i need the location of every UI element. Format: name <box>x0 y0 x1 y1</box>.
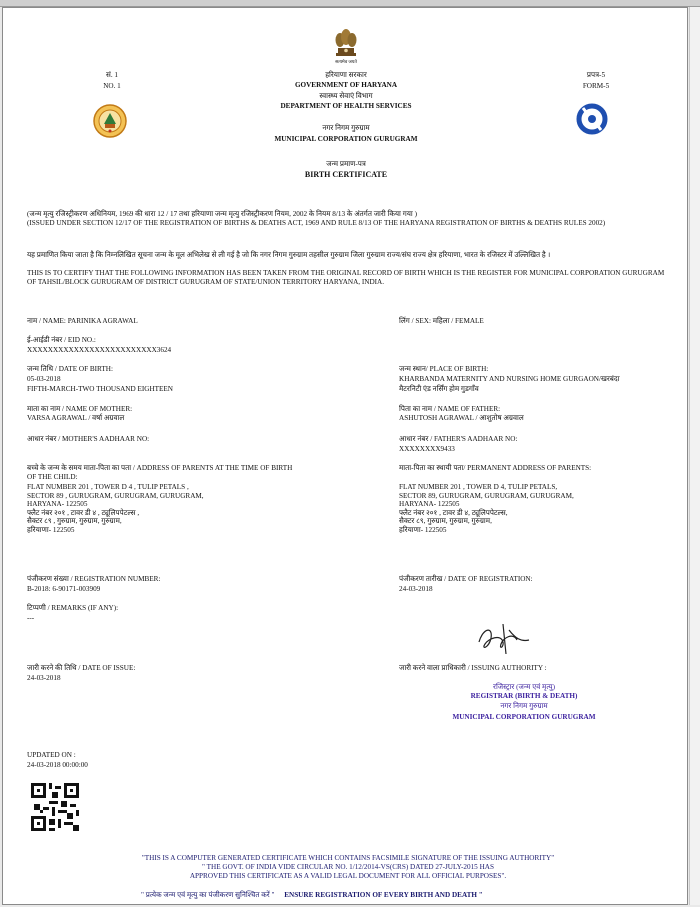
mother-aadhaar-label: आधार नंबर / MOTHER'S AADHAAR NO: <box>27 435 150 443</box>
pob-value: KHARBANDA MATERNITY AND NURSING HOME GURGAON/खरबंदा <box>399 375 620 383</box>
address-birth-label: बच्चे के जन्म के समय माता-पिता का पता / ADDRESS OF PARENTS AT THE TIME OF BIRTH <box>27 464 293 472</box>
name-value: PARINIKA AGRAWAL <box>67 317 138 325</box>
issue-date-value: 24-03-2018 <box>27 674 61 682</box>
issuing-authority-label: जारी करने वाला प्राधिकारी / ISSUING AUTHORITY : <box>399 664 547 672</box>
sex-label: लिंग / SEX: <box>399 317 431 325</box>
address-permanent <box>399 483 574 535</box>
form-number: FORM-5 <box>582 82 610 90</box>
address-line: FLAT NUMBER 201 , TOWER D 4 , TULIP PETALS , <box>27 483 189 491</box>
sex-field <box>399 317 484 326</box>
remarks-value: --- <box>27 614 35 622</box>
issue-date-label: जारी करने की तिथि / DATE OF ISSUE: <box>27 664 136 672</box>
reg-date-value: 24-03-2018 <box>399 585 433 593</box>
reg-number-label: पंजीकरण संख्या / REGISTRATION NUMBER: <box>27 575 161 583</box>
address-line: FLAT NUMBER 201 , TOWER D 4, TULIP PETALS, <box>399 483 558 491</box>
qr-code-icon <box>31 783 79 831</box>
pob-label: जन्म स्थान/ PLACE OF BIRTH: <box>399 365 489 373</box>
footer-line-2: " THE GOVT. OF INDIA VIDE CIRCULAR NO. 1/12/2014-VS(CRS) DATED 27-JULY-2015 HAS <box>202 863 494 871</box>
mother-value: VARSA AGRAWAL / वर्षा अग्रवाल <box>27 414 125 422</box>
dob-words: FIFTH-MARCH-TWO THOUSAND EIGHTEEN <box>27 385 174 393</box>
address-line: सैक्टर ८९, गुरुग्राम, गुरुग्राम, गुरुग्राम, <box>399 517 492 526</box>
certify-statement: THIS IS TO CERTIFY THAT THE FOLLOWING INFORMATION HAS BEEN TAKEN FROM THE ORIGINAL RECORD OF BIRTH WHICH IS THE REGISTER FOR MUNICIPAL CORPORATION GURUGRAM OF TAHSIL/BLOCK GURUGRAM OF DISTRICT GURUGRAM OF STATE/UNION TERRITORY HARYANA, INDIA. <box>27 269 665 286</box>
address-line: हरियाणा- 122505 <box>27 525 75 534</box>
slogan-english: ENSURE REGISTRATION OF EVERY BIRTH AND DEATH " <box>284 891 483 899</box>
eid-label: ई-आईडी नंबर / EID NO.: <box>27 336 96 344</box>
address-line: फ्लैट नंबर २०१ , टावर डी ४ , ट्यूलिपपेटल्स , <box>27 508 140 517</box>
father-label: पिता का नाम / NAME OF FATHER: <box>399 405 501 413</box>
issued-under-hindi: (जन्म मृत्यु रजिस्ट्रीकरण अधिनियम, 1969 की धारा 12 / 17 तथा हरियाणा जन्म मृत्यु रजिस्ट्रीकरण नियम, 2002 के नियम 8/13 के अंतर्गत जारी किया गया ) <box>27 210 417 218</box>
address-line: SECTOR 89 , GURUGRAM, GURUGRAM, GURUGRAM, <box>27 491 204 500</box>
muni-title: MUNICIPAL CORPORATION GURUGRAM <box>274 135 418 143</box>
address-line: HARYANA- 122505 <box>399 500 460 509</box>
remarks-label: टिप्पणी / REMARKS (IF ANY): <box>27 604 119 612</box>
national-emblem-icon <box>333 26 359 60</box>
address-line: HARYANA- 122505 <box>27 500 88 509</box>
certificate-title-hindi: जन्म प्रमाण-पत्र <box>326 160 366 168</box>
certify-statement-hindi: यह प्रमाणित किया जाता है कि निम्नलिखित सूचना जन्म के मूल अभिलेख से ली गई है जो कि नगर निगम गुरुग्राम तहसील गुरुग्राम जिला गुरुग्राम राज्य/संघ राज्य क्षेत्र हरियाणा, भारत के रजिस्टर में उल्लिखित है । <box>27 251 551 259</box>
address-line: सैक्टर ८९ , गुरुग्राम, गुरुग्राम, गुरुग्राम, <box>27 517 122 526</box>
updated-value: 24-03-2018 00:00:00 <box>27 761 88 769</box>
address-line: हरियाणा- 122505 <box>399 525 447 534</box>
gov-title-hindi: हरियाणा सरकार <box>325 71 367 79</box>
certificate-title: BIRTH CERTIFICATE <box>304 170 388 179</box>
pob-value-hindi: मैटरनिटी एंड नर्सिंग होम गुडगाँव <box>399 385 479 393</box>
name-label: नाम / NAME: <box>27 317 66 325</box>
father-value: ASHUTOSH AGRAWAL / आशुतोष अग्रवाल <box>399 414 524 422</box>
signature-icon <box>473 620 533 660</box>
slogan <box>141 891 483 900</box>
address-line: SECTOR 89, GURUGRAM, GURUGRAM, GURUGRAM, <box>399 491 574 500</box>
issued-under: (ISSUED UNDER SECTION 12/17 OF THE REGISTRATION OF BIRTHS & DEATHS ACT, 1969 AND RULE 8/13 OF THE HARYANA REGISTRATION OF BIRTHS & DEATHS RULES 2002) <box>27 219 606 227</box>
address-line: फ्लैट नंबर २०१ , टावर डी ४, ट्यूलिपपेटल्स, <box>399 508 508 517</box>
vertical-scrollbar[interactable] <box>689 7 700 905</box>
dob-value: 05-03-2018 <box>27 375 61 383</box>
father-aadhaar-value: XXXXXXXX9433 <box>399 445 455 453</box>
slogan-hindi: " प्रत्येक जन्म एवं मृत्यु का पंजीकरण सुनिश्चित करें " <box>141 891 275 899</box>
authority-line-1: रजिस्ट्रार (जन्म एवं मृत्यु) <box>493 683 555 691</box>
reg-date-label: पंजीकरण तारीख / DATE OF REGISTRATION: <box>399 575 533 583</box>
haryana-seal-icon <box>93 104 127 138</box>
form-number-hindi: प्रपत्र-5 <box>586 71 606 79</box>
father-aadhaar-label: आधार नंबर / FATHER'S AADHAAR NO: <box>399 435 518 443</box>
address-permanent-label: माता-पिता का स्थायी पता/ PERMANENT ADDRESS OF PARENTS: <box>399 464 592 472</box>
address-birth-label-cont: OF THE CHILD: <box>27 473 78 481</box>
crs-logo-icon <box>575 102 609 136</box>
gov-title: GOVERNMENT OF HARYANA <box>294 81 398 89</box>
mother-label: माता का नाम / NAME OF MOTHER: <box>27 405 133 413</box>
dept-title-hindi: स्वास्थ्य सेवाएं विभाग <box>319 92 373 100</box>
name-field <box>27 317 138 326</box>
serial-number: NO. 1 <box>103 82 121 90</box>
muni-title-hindi: नगर निगम गुरुग्राम <box>322 124 370 132</box>
footer-line-1: "THIS IS A COMPUTER GENERATED CERTIFICATE WHICH CONTAINS FACSIMILE SIGNATURE OF THE ISSUING AUTHORITY" <box>141 854 555 862</box>
authority-line-3: नगर निगम गुरुग्राम <box>500 702 548 710</box>
updated-label: UPDATED ON : <box>27 751 76 759</box>
dob-label: जन्म तिथि / DATE OF BIRTH: <box>27 365 113 373</box>
authority-line-4: MUNICIPAL CORPORATION GURUGRAM <box>452 713 596 721</box>
footer-line-3: APPROVED THIS CERTIFICATE AS A VALID LEGAL DOCUMENT FOR ALL OFFICIAL PURPOSES". <box>189 872 507 880</box>
window-top-bar <box>0 0 700 7</box>
certificate-page <box>2 7 688 905</box>
eid-value: XXXXXXXXXXXXXXXXXXXXXXXXX3624 <box>27 346 172 354</box>
emblem-caption: सत्यमेव जयते <box>335 59 357 64</box>
sex-value: महिला / FEMALE <box>432 317 484 325</box>
serial-number-hindi: सं. 1 <box>105 71 119 79</box>
address-birth <box>27 483 204 535</box>
dept-title: DEPARTMENT OF HEALTH SERVICES <box>280 102 412 110</box>
authority-line-2: REGISTRAR (BIRTH & DEATH) <box>470 692 578 700</box>
reg-number-value: B-2018: 6-90171-003909 <box>27 585 101 593</box>
